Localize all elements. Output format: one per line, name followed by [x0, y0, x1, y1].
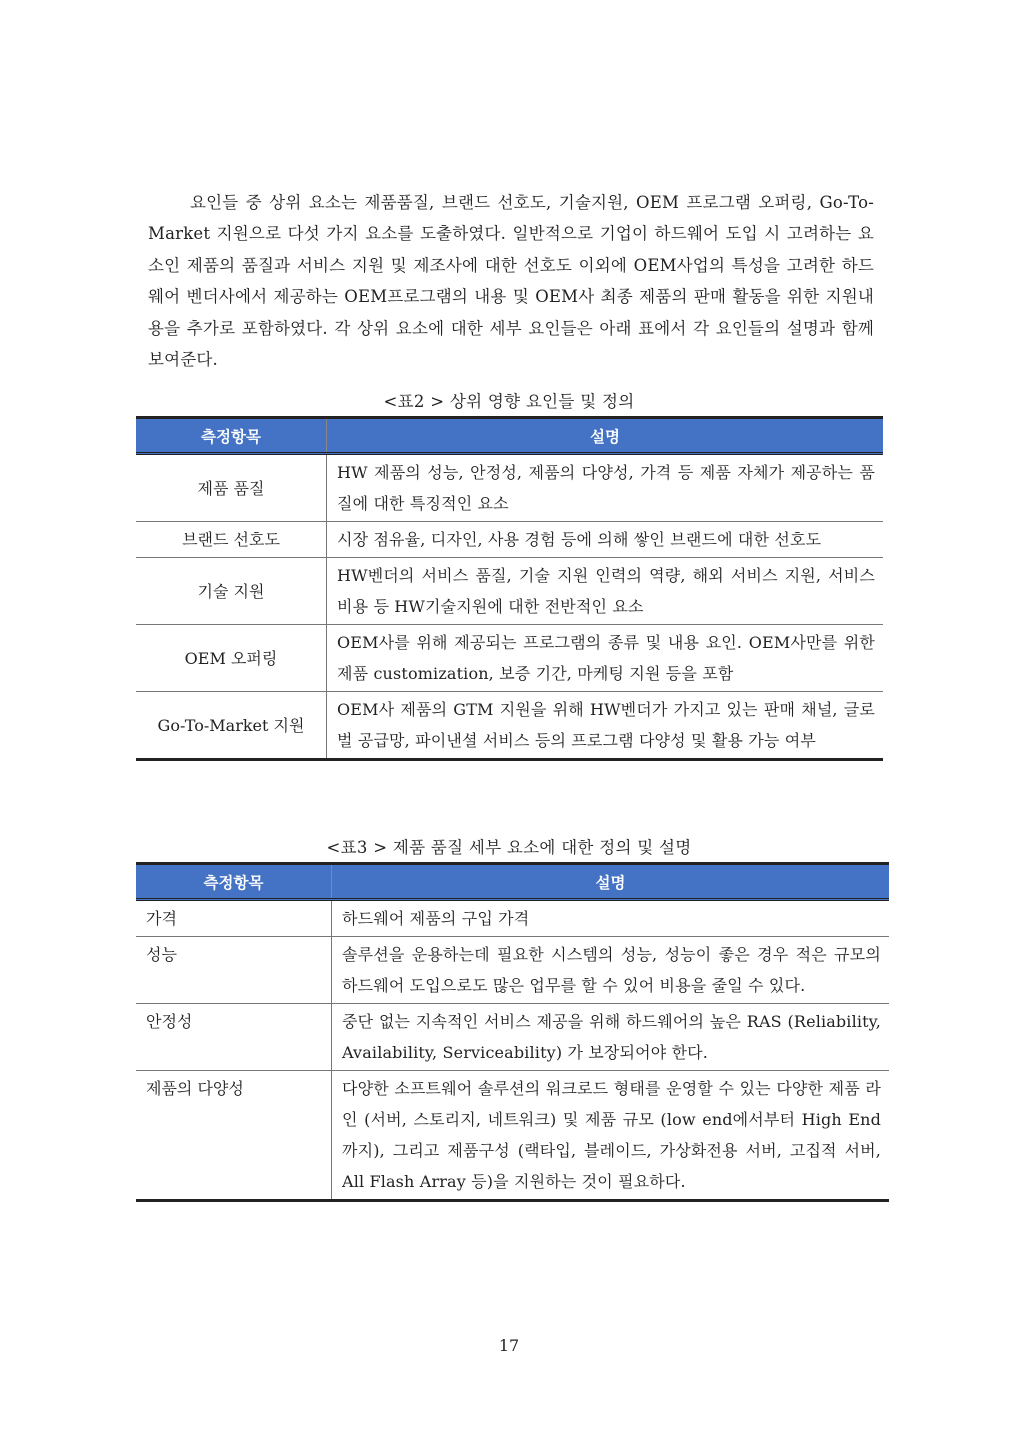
table-row [136, 1071, 889, 1201]
table-row [136, 558, 883, 625]
table-header-row [136, 418, 883, 454]
table-row [136, 937, 889, 1004]
row-desc: OEM사 제품의 GTM 지원을 위해 HW벤더가 가지고 있는 판매 채널, 글로벌 공급망, 파이낸셜 서비스 등의 프로그램 다양성 및 활용 가능 여부 [337, 700, 875, 750]
row-item: 기술 지원 [136, 558, 327, 625]
table-row [136, 900, 889, 937]
table-quality-details [136, 862, 889, 1202]
row-desc: OEM사를 위해 제공되는 프로그램의 종류 및 내용 요인. OEM사만를 위한 제품 customization, 보증 기간, 마케팅 지원 등을 포함 [337, 633, 875, 683]
table-row [136, 625, 883, 692]
row-item: 가격 [136, 900, 332, 937]
table-header-row [136, 864, 889, 900]
row-desc: 다양한 소프트웨어 솔루션의 워크로드 형태를 운영할 수 있는 다양한 제품 라인 (서버, 스토리지, 네트워크) 및 제품 규모 (low end에서부터 High End까지), 그리고 제품구성 (랙타입, 블레이드, 가상화전용 서버, 고집적 서버, All Flash Array 등)을 지원하는 것이 필요하다. [342, 1079, 881, 1191]
row-item: 제품 품질 [136, 454, 327, 522]
header-item: 측정항목 [136, 418, 327, 454]
row-item: 안정성 [136, 1004, 332, 1071]
row-desc: 중단 없는 지속적인 서비스 제공을 위해 하드웨어의 높은 RAS (Reliability, Availability, Serviceability) 가 보장되어야 한다. [342, 1012, 881, 1062]
table2-caption: <표2 > 상위 영향 요인들 및 정의 [383, 392, 635, 411]
row-desc: HW벤더의 서비스 품질, 기술 지원 인력의 역량, 해외 서비스 지원, 서비스 비용 등 HW기술지원에 대한 전반적인 요소 [337, 566, 875, 616]
row-desc: 솔루션을 운용하는데 필요한 시스템의 성능, 성능이 좋은 경우 적은 규모의 하드웨어 도입으로도 많은 업무를 할 수 있어 비용을 줄일 수 있다. [342, 945, 881, 995]
row-desc: 하드웨어 제품의 구입 가격 [342, 909, 530, 928]
row-item: Go-To-Market 지원 [136, 692, 327, 760]
row-desc: 시장 점유율, 디자인, 사용 경험 등에 의해 쌓인 브랜드에 대한 선호도 [337, 530, 822, 549]
page-number: 17 [498, 1336, 520, 1355]
row-item: 제품의 다양성 [136, 1071, 332, 1201]
row-item: 성능 [136, 937, 332, 1004]
table-factors [136, 416, 883, 761]
header-desc: 설명 [327, 418, 884, 454]
header-item: 측정항목 [136, 864, 332, 900]
table3-caption: <표3 > 제품 품질 세부 요소에 대한 정의 및 설명 [326, 838, 692, 857]
row-item: 브랜드 선호도 [136, 522, 327, 558]
row-item: OEM 오퍼링 [136, 625, 327, 692]
table-row [136, 454, 883, 522]
table-row [136, 522, 883, 558]
header-desc: 설명 [332, 864, 890, 900]
table-row [136, 1004, 889, 1071]
table-row [136, 692, 883, 760]
body-paragraph: 요인들 중 상위 요소는 제품품질, 브랜드 선호도, 기술지원, OEM 프로그램 오퍼링, Go-To-Market 지원으로 다섯 가지 요소를 도출하였다. 일반적으로 기업이 하드웨어 도입 시 고려하는 요소인 제품의 품질과 서비스 지원 및 제조사에 대한 선호도 이외에 OEM사업의 특성을 고려한 하드웨어 벤더사에서 제공하는 OEM프로그램의 내용 및 OEM사 최종 제품의 판매 활동을 위한 지원내용을 추가로 포함하였다. 각 상위 요소에 대한 세부 요인들은 아래 표에서 각 요인들의 설명과 함께 보여준다. [148, 192, 874, 369]
row-desc: HW 제품의 성능, 안정성, 제품의 다양성, 가격 등 제품 자체가 제공하는 품질에 대한 특징적인 요소 [337, 463, 875, 513]
